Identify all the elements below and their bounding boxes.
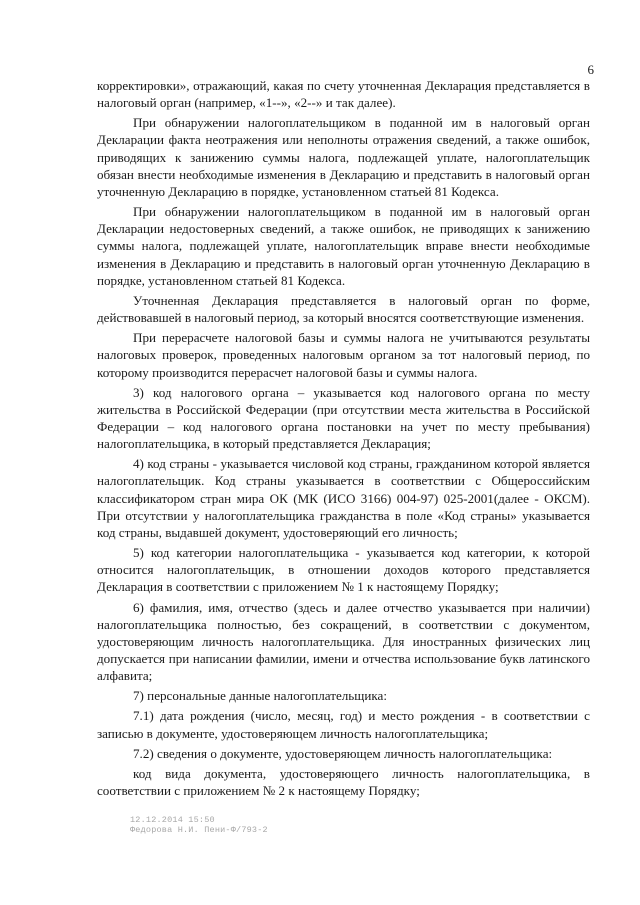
document-body [97,77,590,799]
paragraph: 4) код страны - указывается числовой код страны, гражданином которой является налогоплательщик. Код страны указывается в соответствии с Общероссийским классификатором стран мира ОК (МК (ИСО 3166) 004-97) 025-2001(далее - ОКСМ). При отсутствии у налогоплательщика гражданства в поле «Код страны» указывается код страны, выдавшей документ, удостоверяющий его личность; [97,456,590,540]
paragraph: 6) фамилия, имя, отчество (здесь и далее отчество указывается при наличии) налогоплательщика полностью, без сокращений, в соответствии с документом, удостоверяющим личность налогоплательщика. Для иностранных физических лиц допускается при написании фамилии, имени и отчества использование букв латинского алфавита; [97,599,590,684]
paragraph: 3) код налогового органа – указывается код налогового органа по месту жительства в Российской Федерации (при отсутствии места жительства в Российской Федерации – код налогового органа постановки на учет по месту пребывания) налогоплательщика, в который представляется Декларация; [97,384,590,452]
paragraph: 7.2) сведения о документе, удостоверяющем личность налогоплательщика: [133,745,553,761]
stamp-line-author: Федорова Н.И. Пени-Ф/793-2 [130,825,268,835]
paragraph: Уточненная Декларация представляется в налоговый орган по форме, действовавшей в налоговый период, за который вносятся соответствующие изменения. [97,292,590,326]
paragraph: корректировки», отражающий, какая по счету уточненная Декларация представляется в налоговый орган (например, «1--», «2--» и так далее). [97,78,590,111]
paragraph: При обнаружении налогоплательщиком в поданной им в налоговый орган Декларации недостоверных сведений, а также ошибок, не приводящих к занижению суммы налога, подлежащей уплате, налогоплательщик вправе внести необходимые изменения в Декларацию и представить в налоговый орган уточненную Декларацию в порядке, установленном статьей 81 Кодекса. [97,204,590,288]
paragraph: При перерасчете налоговой базы и суммы налога не учитываются результаты налоговых проверок, проведенных налоговым органом за тот налоговый период, по которому производится перерасчет налоговой базы и суммы налога. [97,330,590,380]
paragraph: При обнаружении налогоплательщиком в поданной им в налоговый орган Декларации факта неотражения или неполноты отражения сведений, а также ошибок, приводящих к занижению суммы налога, подлежащей уплате, налогоплательщик обязан внести необходимые изменения в Декларацию и представить в налоговый орган уточненную Декларацию в порядке, установленном статьей 81 Кодекса. [97,115,590,199]
paragraph: 7) персональные данные налогоплательщика: [133,688,387,704]
stamp-line-date: 12.12.2014 15:50 [130,815,215,825]
document-stamp [130,815,268,835]
page-number: 6 [587,62,594,77]
paragraph: код вида документа, удостоверяющего личность налогоплательщика, в соответствии с приложением № 2 к настоящему Порядку; [97,765,590,799]
paragraph: 7.1) дата рождения (число, месяц, год) и место рождения - в соответствии с записью в документе, удостоверяющем личность налогоплательщика; [97,708,590,741]
paragraph: 5) код категории налогоплательщика - указывается код категории, к которой относится налогоплательщик, в отношении доходов которого представляется Декларация в соответствии с приложением № 1 к настоящему Порядку; [97,545,590,595]
